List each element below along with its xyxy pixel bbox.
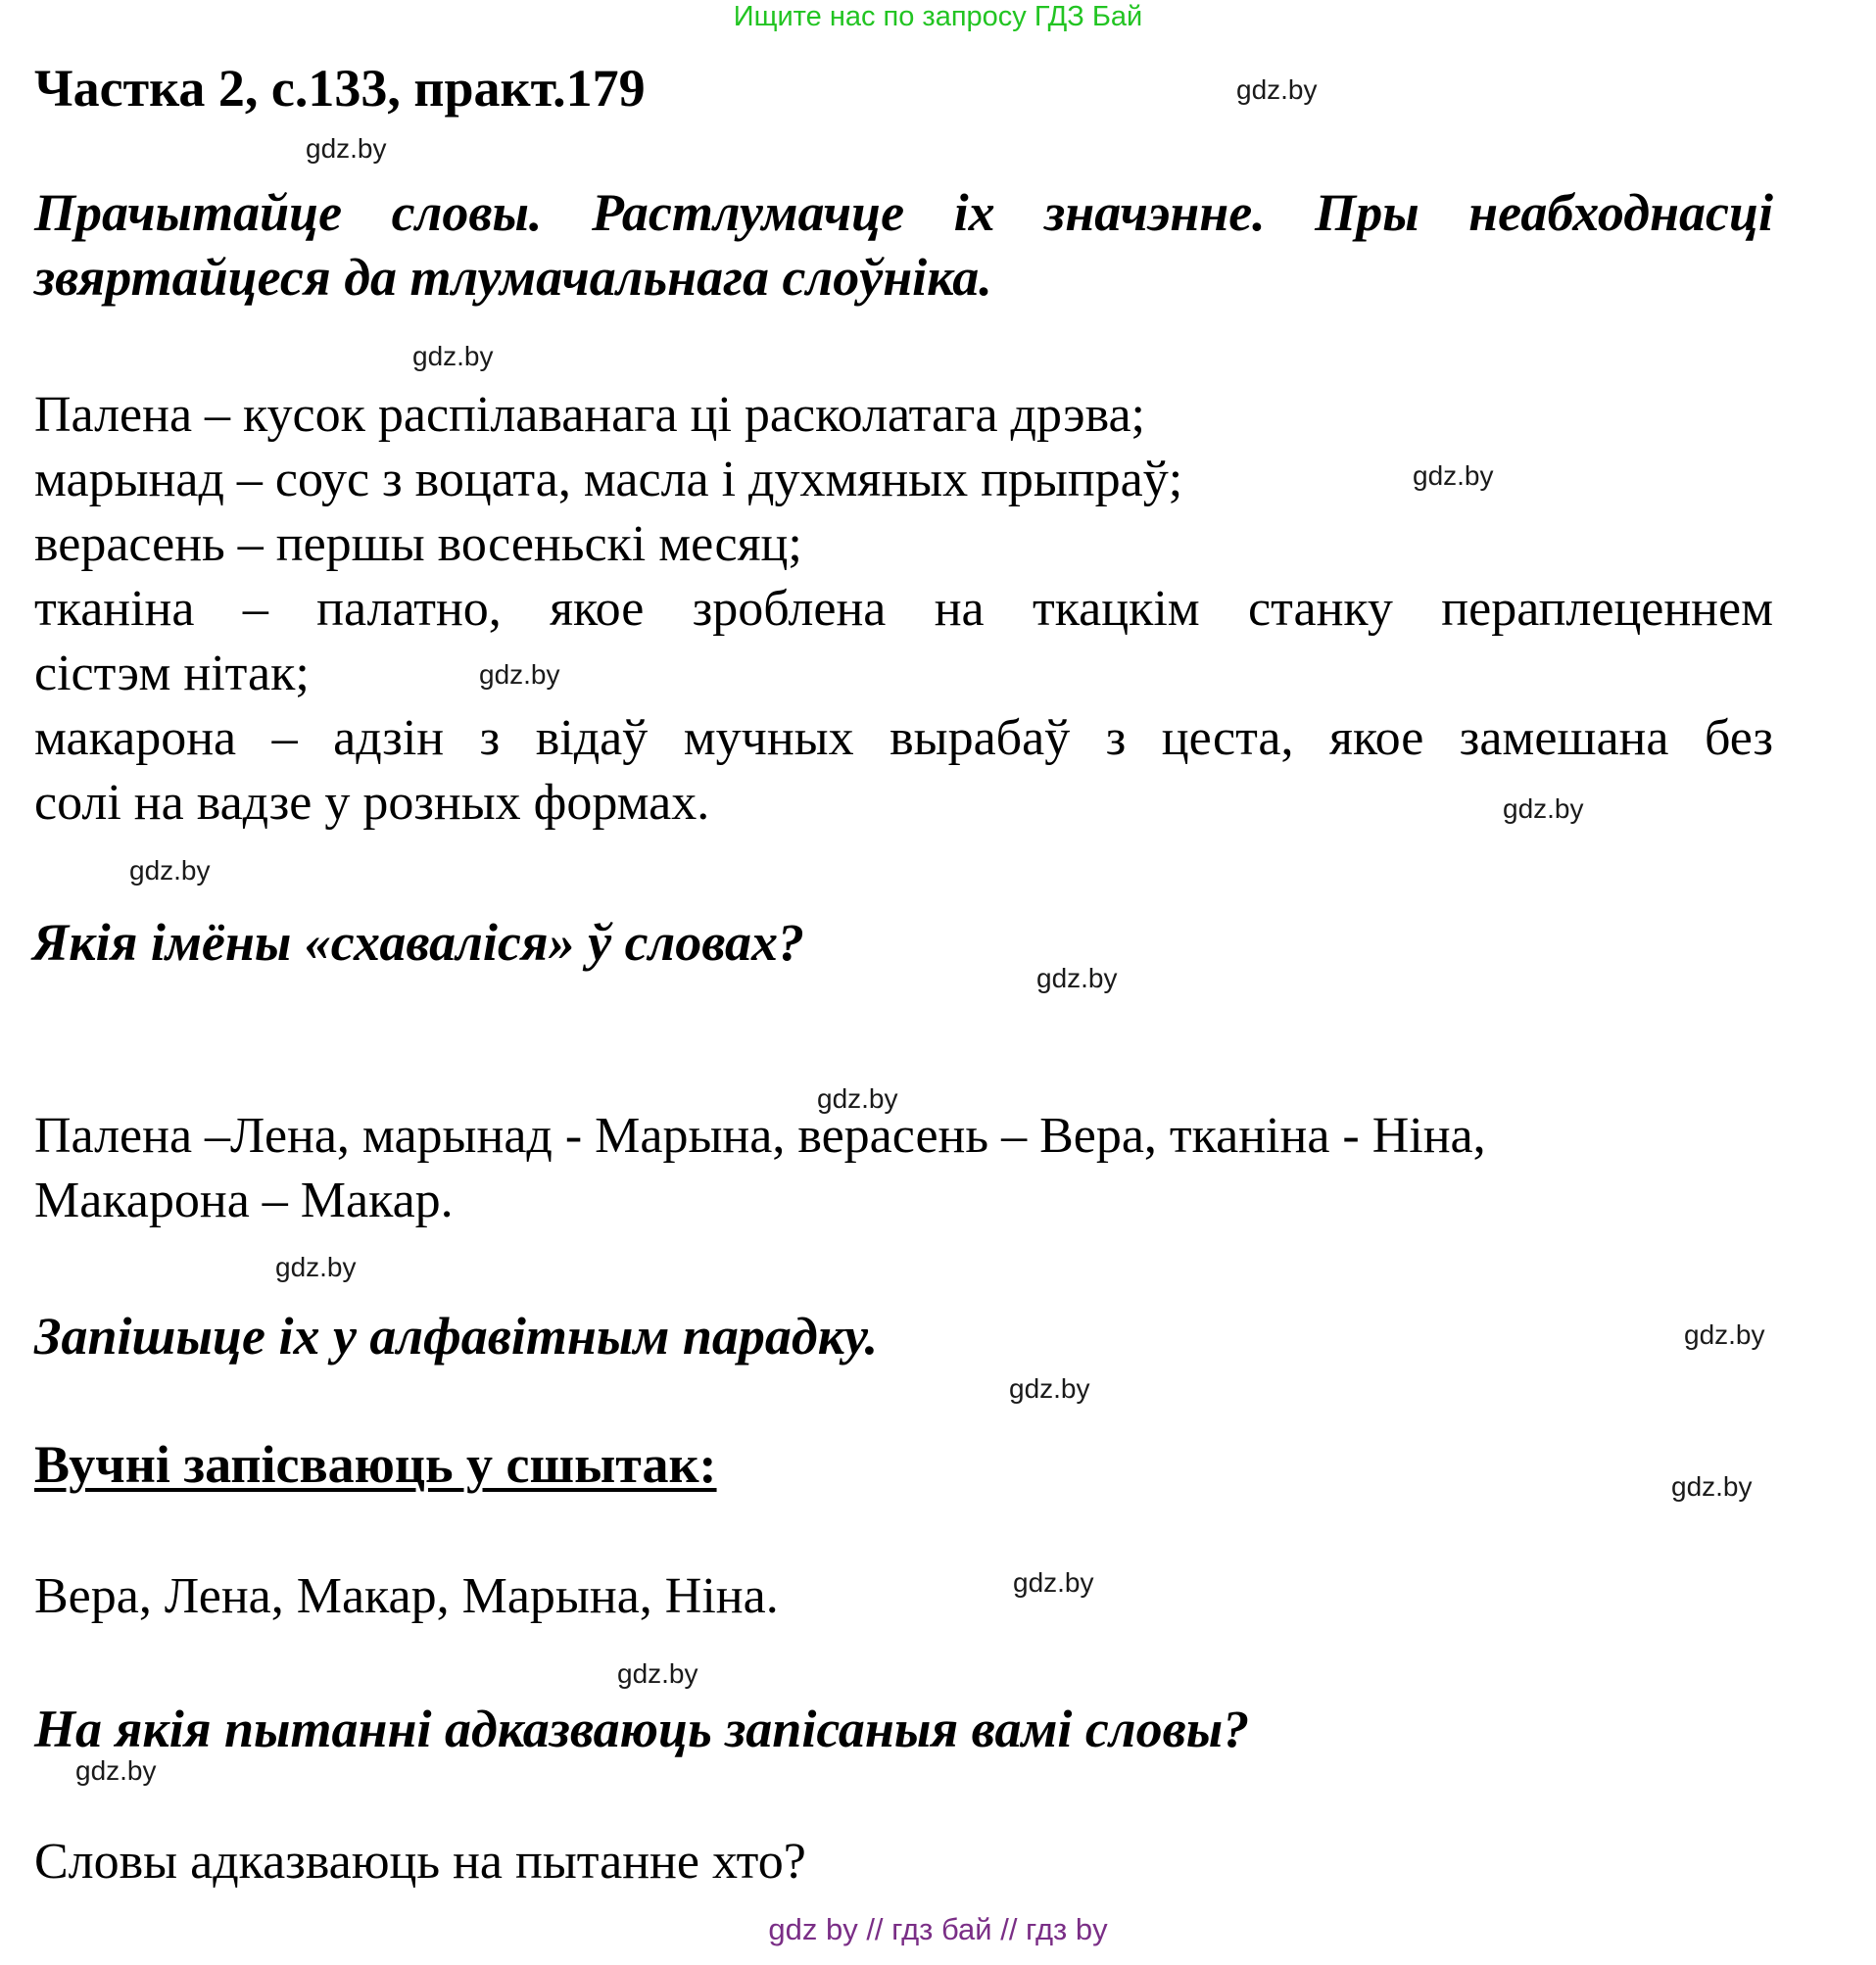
watermark-text: gdz.by — [617, 1658, 698, 1689]
footer-watermark: gdz by // гдз бай // гдз by — [768, 1912, 1108, 1946]
page-title: Частка 2, с.133, практ.179 — [34, 59, 646, 118]
watermark-text: gdz.by — [479, 659, 560, 690]
notebook-heading: Вучні запісваюць у сшытак: — [34, 1435, 717, 1494]
watermark-text: gdz.by — [275, 1252, 357, 1282]
watermark-text: gdz.by — [1036, 963, 1118, 993]
task-instruction-read-words — [34, 180, 1773, 310]
watermark-text: gdz.by — [75, 1755, 157, 1786]
search-banner: Ищите нас по запросу ГДЗ Бай — [733, 1, 1143, 32]
watermark-text: gdz.by — [1013, 1567, 1094, 1598]
definition-item: верасень – першы восеньскі месяц; — [34, 516, 802, 572]
definition-item: макарона – адзін з відаў мучных вырабаў з цеста, якое замешана без — [34, 710, 1773, 766]
task-question-type: На якія пытанні адказваюць запісаныя вамі словы? — [34, 1700, 1250, 1758]
definition-item: Палена – кусок распілаванага ці расколатага дрэва; — [34, 387, 1145, 443]
watermark-text: gdz.by — [129, 855, 211, 886]
task-question-hidden-names: Якія імёны «схаваліся» ў словах? — [32, 913, 805, 972]
task-alphabetical-order: Запішыце іх у алфавітным парадку. — [34, 1307, 879, 1366]
watermark-text: gdz.by — [412, 341, 494, 371]
definition-item-continued: сістэм нітак; — [34, 646, 310, 701]
definition-item-continued: солі на вадзе у розных формах. — [34, 775, 710, 831]
answer-line: Палена –Лена, марынад - Марына, верасень – Вера, тканіна - Ніна, — [34, 1108, 1486, 1164]
watermark-text: gdz.by — [1684, 1319, 1765, 1350]
watermark-text: gdz.by — [817, 1083, 898, 1114]
watermark-text: gdz.by — [1413, 460, 1494, 491]
task-instruction-line: Прачытайце словы. Растлумачце іх значэнне. Пры неабходнасці — [34, 183, 1773, 242]
watermark-text: gdz.by — [306, 133, 387, 164]
watermark-text: gdz.by — [1671, 1471, 1753, 1502]
definitions-list — [34, 383, 1773, 836]
answer-hidden-names — [34, 1104, 1773, 1233]
task-instruction-line: звяртайцеся да тлумачальнага слоўніка. — [34, 248, 992, 307]
watermark-text: gdz.by — [1009, 1373, 1090, 1404]
answer-line: Макарона – Макар. — [34, 1173, 454, 1228]
watermark-text: gdz.by — [1236, 74, 1318, 105]
definition-item: марынад – соус з воцата, масла і духмяных прыпраў; — [34, 452, 1183, 507]
final-answer: Словы адказваюць на пытанне хто? — [34, 1834, 806, 1890]
watermark-text: gdz.by — [1503, 793, 1584, 824]
definition-item: тканіна – палатно, якое зроблена на ткацкім станку пераплеценнем — [34, 581, 1773, 637]
sorted-names-answer: Вера, Лена, Макар, Марына, Ніна. — [34, 1568, 779, 1624]
